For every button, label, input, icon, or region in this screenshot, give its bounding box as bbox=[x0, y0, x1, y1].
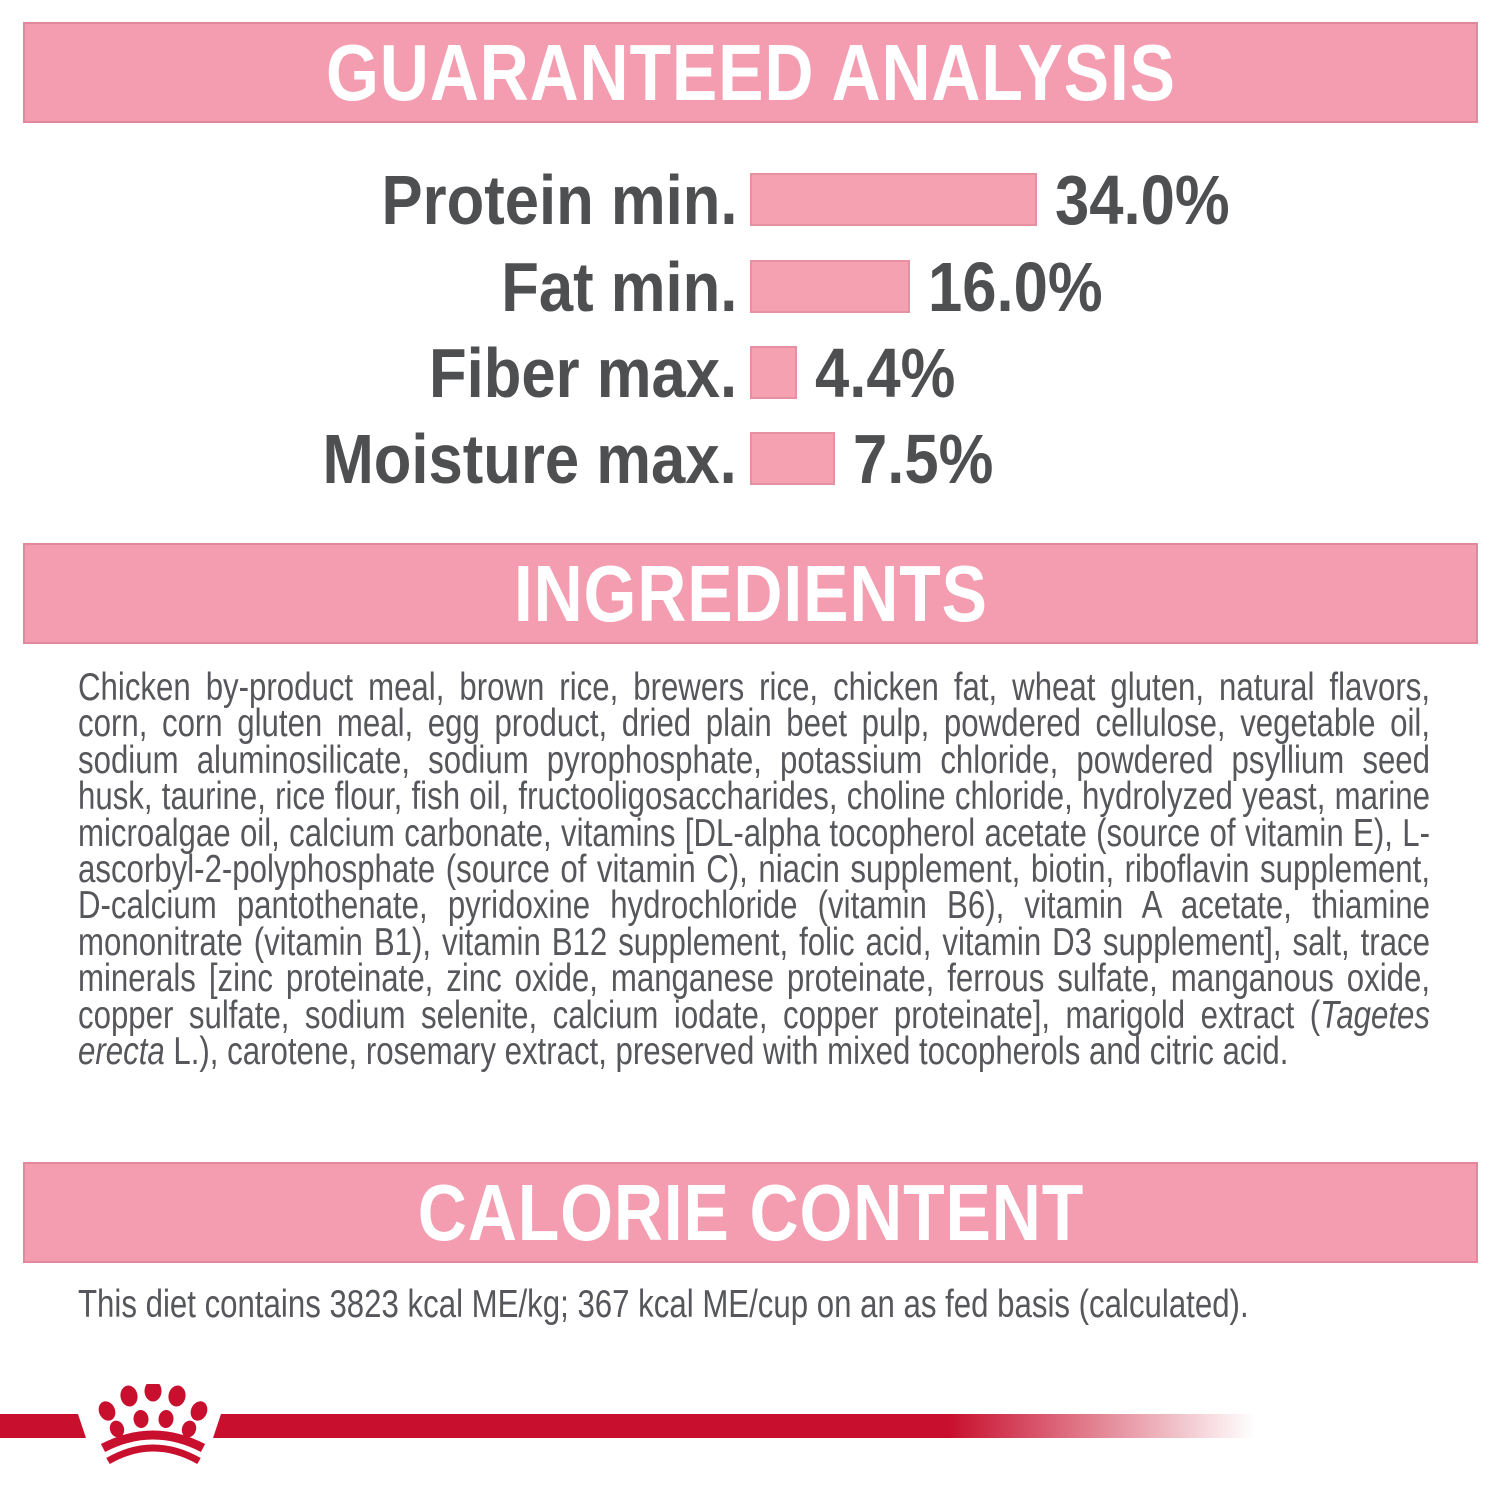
nutrient-label bbox=[0, 160, 737, 239]
nutrient-bar bbox=[750, 260, 910, 313]
footer-rule-left bbox=[0, 1414, 86, 1438]
nutrient-label bbox=[0, 247, 737, 326]
nutrient-row-fat bbox=[0, 247, 1500, 326]
nutrient-value: 4.4% bbox=[815, 333, 956, 412]
nutrient-label-text: Moisture max. bbox=[322, 419, 737, 498]
nutrient-bar-group bbox=[750, 419, 1013, 498]
ingredients-text-block bbox=[78, 666, 1430, 1074]
nutrient-bar-group bbox=[750, 247, 1126, 326]
nutrient-bar bbox=[750, 432, 835, 485]
nutrient-bar bbox=[750, 346, 797, 399]
nutrient-row-moisture bbox=[0, 419, 1500, 498]
calorie-content-banner bbox=[23, 1162, 1478, 1263]
footer-rule-right bbox=[213, 1414, 1265, 1438]
royal-canin-crown-logo-icon bbox=[91, 1384, 216, 1469]
ingredients-banner bbox=[23, 543, 1478, 644]
calorie-text: This diet contains 3823 kcal ME/kg; 367 kcal ME/cup on an as fed basis (calculated). bbox=[78, 1283, 1249, 1326]
nutrient-row-fiber bbox=[0, 333, 1500, 412]
nutrient-row-protein bbox=[0, 160, 1500, 239]
nutrient-label bbox=[0, 419, 737, 498]
ingredients-species-name: Tagetes erecta bbox=[78, 993, 1430, 1074]
nutrient-label-text: Fiber max. bbox=[428, 333, 737, 412]
nutrient-value: 16.0% bbox=[928, 247, 1103, 326]
ingredients-text bbox=[78, 666, 1430, 1074]
guaranteed-analysis-banner bbox=[23, 22, 1478, 123]
nutrient-label-text: Protein min. bbox=[381, 160, 737, 239]
guaranteed-analysis-title: GUARANTEED ANALYSIS bbox=[325, 27, 1176, 117]
nutrient-bar-group bbox=[750, 333, 975, 412]
ingredients-text-start: Chicken by-product meal, brown rice, brewers rice, chicken fat, wheat gluten, natural flavors, corn, corn gluten meal, egg product, dried plain beet pulp, powdered cellulose, vegetable oil, sodium aluminosilicate, sodium pyrophosphate, potassium chloride, powdered psyllium seed husk, taurine, rice flour, fish oil, fructooligosaccharides, choline chloride, hydrolyzed yeast, marine microalgae oil, calcium carbonate, vitamins [DL-alpha tocopherol acetate (source of vitamin E), L-ascorbyl-2-polyphosphate (source of vitamin C), niacin supplement, biotin, riboflavin supplement, D-calcium pantothenate, pyridoxine hydrochloride (vitamin B6), vitamin A acetate, thiamine mononitrate (vitamin B1), vitamin B12 supplement, folic acid, vitamin D3 supplement], salt, trace minerals [zinc proteinate, zinc oxide, manganese proteinate, ferrous sulfate, manganous oxide, copper sulfate, sodium selenite, calcium iodate, copper proteinate], marigold extract ( bbox=[78, 666, 1430, 1037]
nutrient-label-text: Fat min. bbox=[500, 247, 737, 326]
calorie-content-title: CALORIE CONTENT bbox=[417, 1167, 1084, 1257]
calorie-text-block bbox=[78, 1283, 1430, 1326]
nutrient-bar bbox=[750, 173, 1037, 226]
nutrient-value: 34.0% bbox=[1055, 160, 1230, 239]
ingredients-text-end: L.), carotene, rosemary extract, preserved with mixed tocopherols and citric acid. bbox=[164, 1030, 1289, 1074]
nutrient-label bbox=[0, 333, 737, 412]
nutrient-bar-group bbox=[750, 160, 1253, 239]
nutrient-value: 7.5% bbox=[853, 419, 994, 498]
ingredients-title: INGREDIENTS bbox=[513, 548, 988, 638]
